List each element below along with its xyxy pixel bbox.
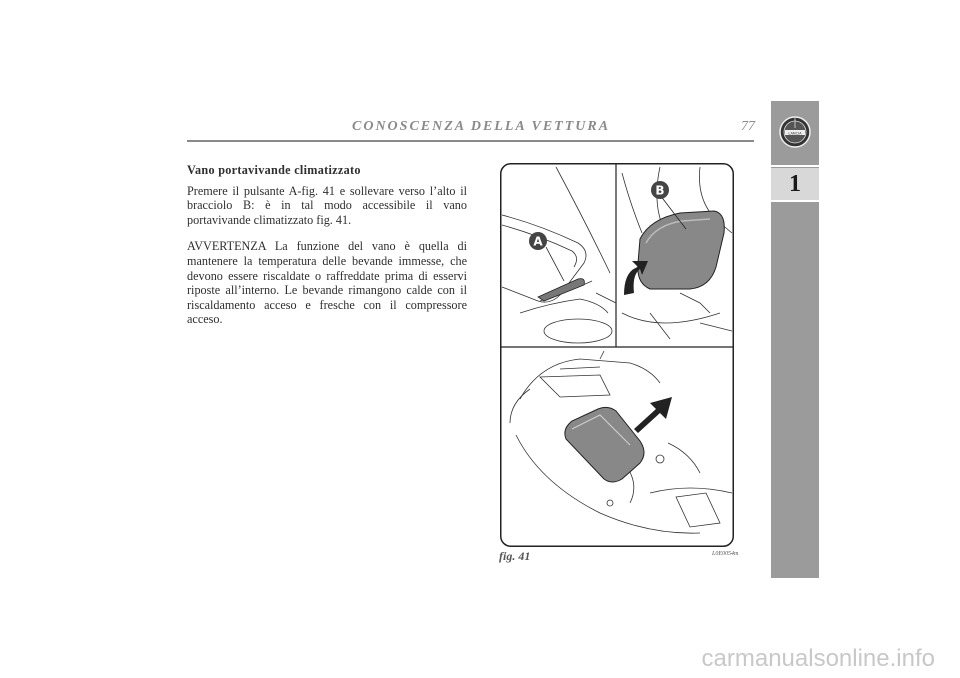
figure-code: L0E0054m bbox=[712, 551, 739, 557]
page-header-title: CONOSCENZA DELLA VETTURA bbox=[352, 119, 611, 134]
paragraph-warning: AVVERTENZA La funzione del vano è quella di mantenere la temperatura delle bevande immesse, che devono essere riscaldate o raffreddate prima di esservi riposte all’interno. Le bevande rimangono calde con il riscaldamento acceso e fresche con il compressore acceso. bbox=[187, 239, 467, 327]
armrest-illustration bbox=[500, 163, 734, 547]
side-divider bbox=[771, 200, 819, 202]
paragraph-instructions: Premere il pulsante A-fig. 41 e sollevare verso l’alto il bracciolo B: è in tal modo accessibile il vano portavivande climatizzato fig. 41. bbox=[187, 183, 467, 227]
watermark: carmanualsonline.info bbox=[701, 645, 935, 672]
label-a: A bbox=[533, 234, 543, 249]
body-text bbox=[187, 163, 467, 339]
label-b: B bbox=[655, 183, 665, 198]
chapter-number: 1 bbox=[771, 168, 819, 200]
section-heading: Vano portavivande climatizzato bbox=[187, 163, 361, 177]
figure-caption: fig. 41 bbox=[499, 549, 531, 563]
page-number: 77 bbox=[741, 119, 755, 134]
logo-text: LANCIA bbox=[788, 131, 802, 136]
header-rule bbox=[187, 140, 754, 142]
side-divider bbox=[771, 165, 819, 167]
lancia-logo bbox=[771, 101, 819, 165]
lancia-shield-icon bbox=[779, 114, 811, 152]
